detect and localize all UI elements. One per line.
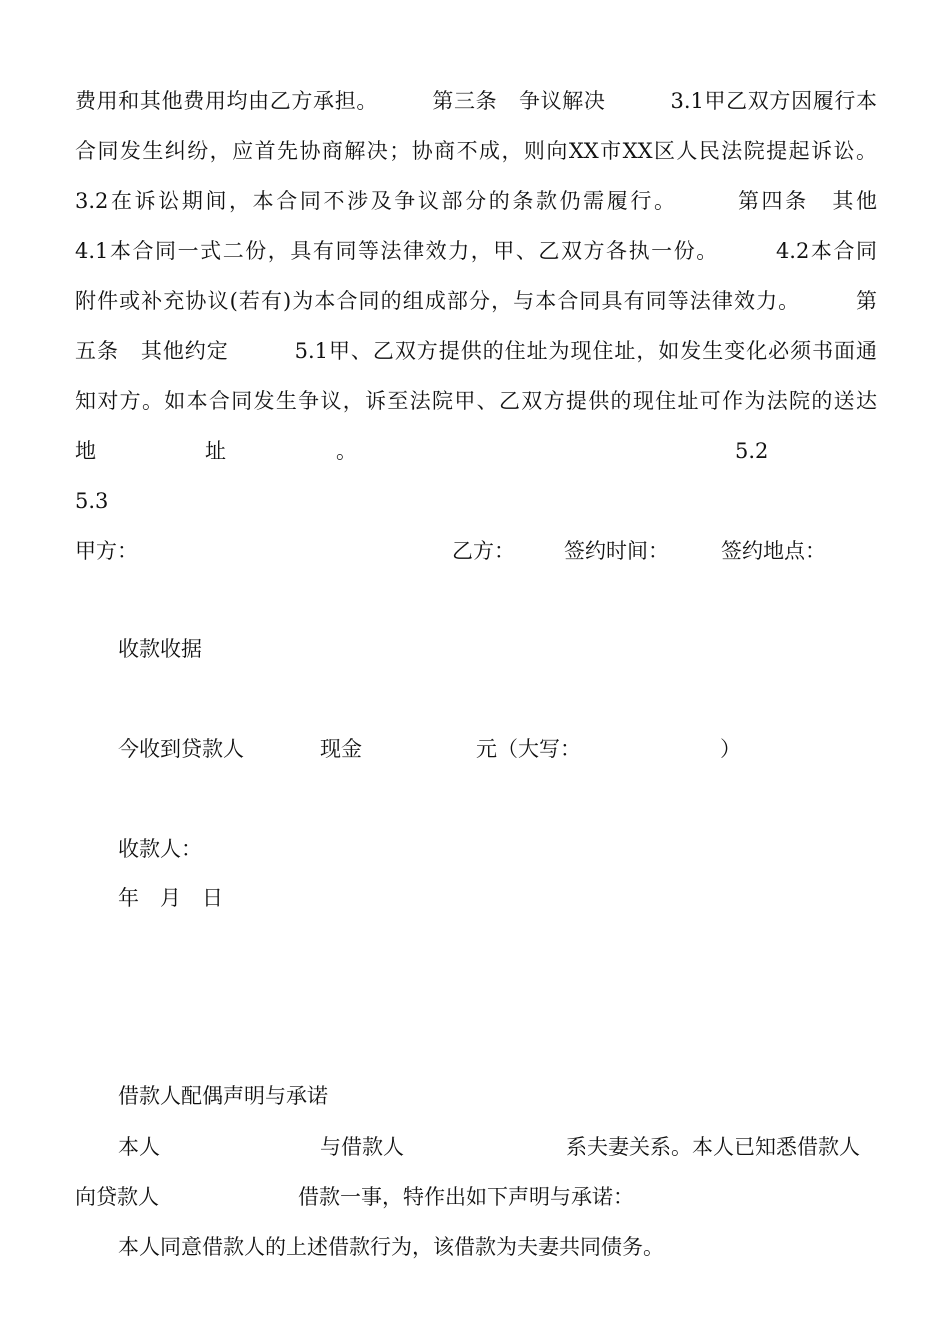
spouse-title: 借款人配偶声明与承诺 (118, 1084, 328, 1108)
spouse-self-label: 本人 (118, 1135, 160, 1159)
receipt-date: 年 月 日 (118, 886, 223, 910)
sign-place-label: 签约地点： (721, 539, 826, 563)
consent-text: 本人同意借款人的上述借款行为，该借款为夫妻共同债务。 (118, 1235, 664, 1259)
clause-5-3: 5.3 (75, 489, 109, 513)
amount-words-label: 元（大写： (476, 737, 581, 761)
receipt-title: 收款收据 (118, 637, 202, 661)
relation-text: 系夫妻关系。本人已知悉借款人 (566, 1135, 860, 1159)
to-lender-label: 向贷款人 (75, 1185, 159, 1209)
address-char: 址 (205, 439, 226, 463)
address-char: 地 (75, 439, 96, 463)
contract-line: 费用和其他费用均由乙方承担。 第三条 争议解决 3.1甲乙双方因履行本 (75, 89, 877, 113)
party-a-label: 甲方： (75, 539, 138, 563)
party-b-label: 乙方： (452, 539, 515, 563)
close-paren: ） (720, 737, 741, 761)
cash-label: 现金 (320, 737, 362, 761)
with-borrower-label: 与借款人 (320, 1135, 404, 1159)
clause-5-2: 5.2 (735, 439, 769, 463)
contract-line: 知对方。如本合同发生争议，诉至法院甲、乙双方提供的现住址可作为法院的送达 (75, 389, 877, 413)
received-from-label: 今收到贷款人 (118, 737, 244, 761)
loan-matter-text: 借款一事，特作出如下声明与承诺： (298, 1185, 634, 1209)
address-char: 。 (336, 439, 357, 463)
payee-label: 收款人： (118, 837, 202, 861)
contract-line: 附件或补充协议(若有)为本合同的组成部分，与本合同具有同等法律效力。 第 (75, 289, 877, 313)
contract-line: 3.2在诉讼期间，本合同不涉及争议部分的条款仍需履行。 第四条 其他 (75, 189, 877, 213)
contract-line: 4.1本合同一式二份，具有同等法律效力，甲、乙双方各执一份。 4.2本合同 (75, 239, 877, 263)
contract-line: 五条 其他约定 5.1甲、乙双方提供的住址为现住址，如发生变化必须书面通 (75, 339, 877, 363)
contract-line: 合同发生纠纷，应首先协商解决；协商不成，则向XX市XX区人民法院提起诉讼。 (75, 139, 877, 163)
sign-time-label: 签约时间： (564, 539, 669, 563)
